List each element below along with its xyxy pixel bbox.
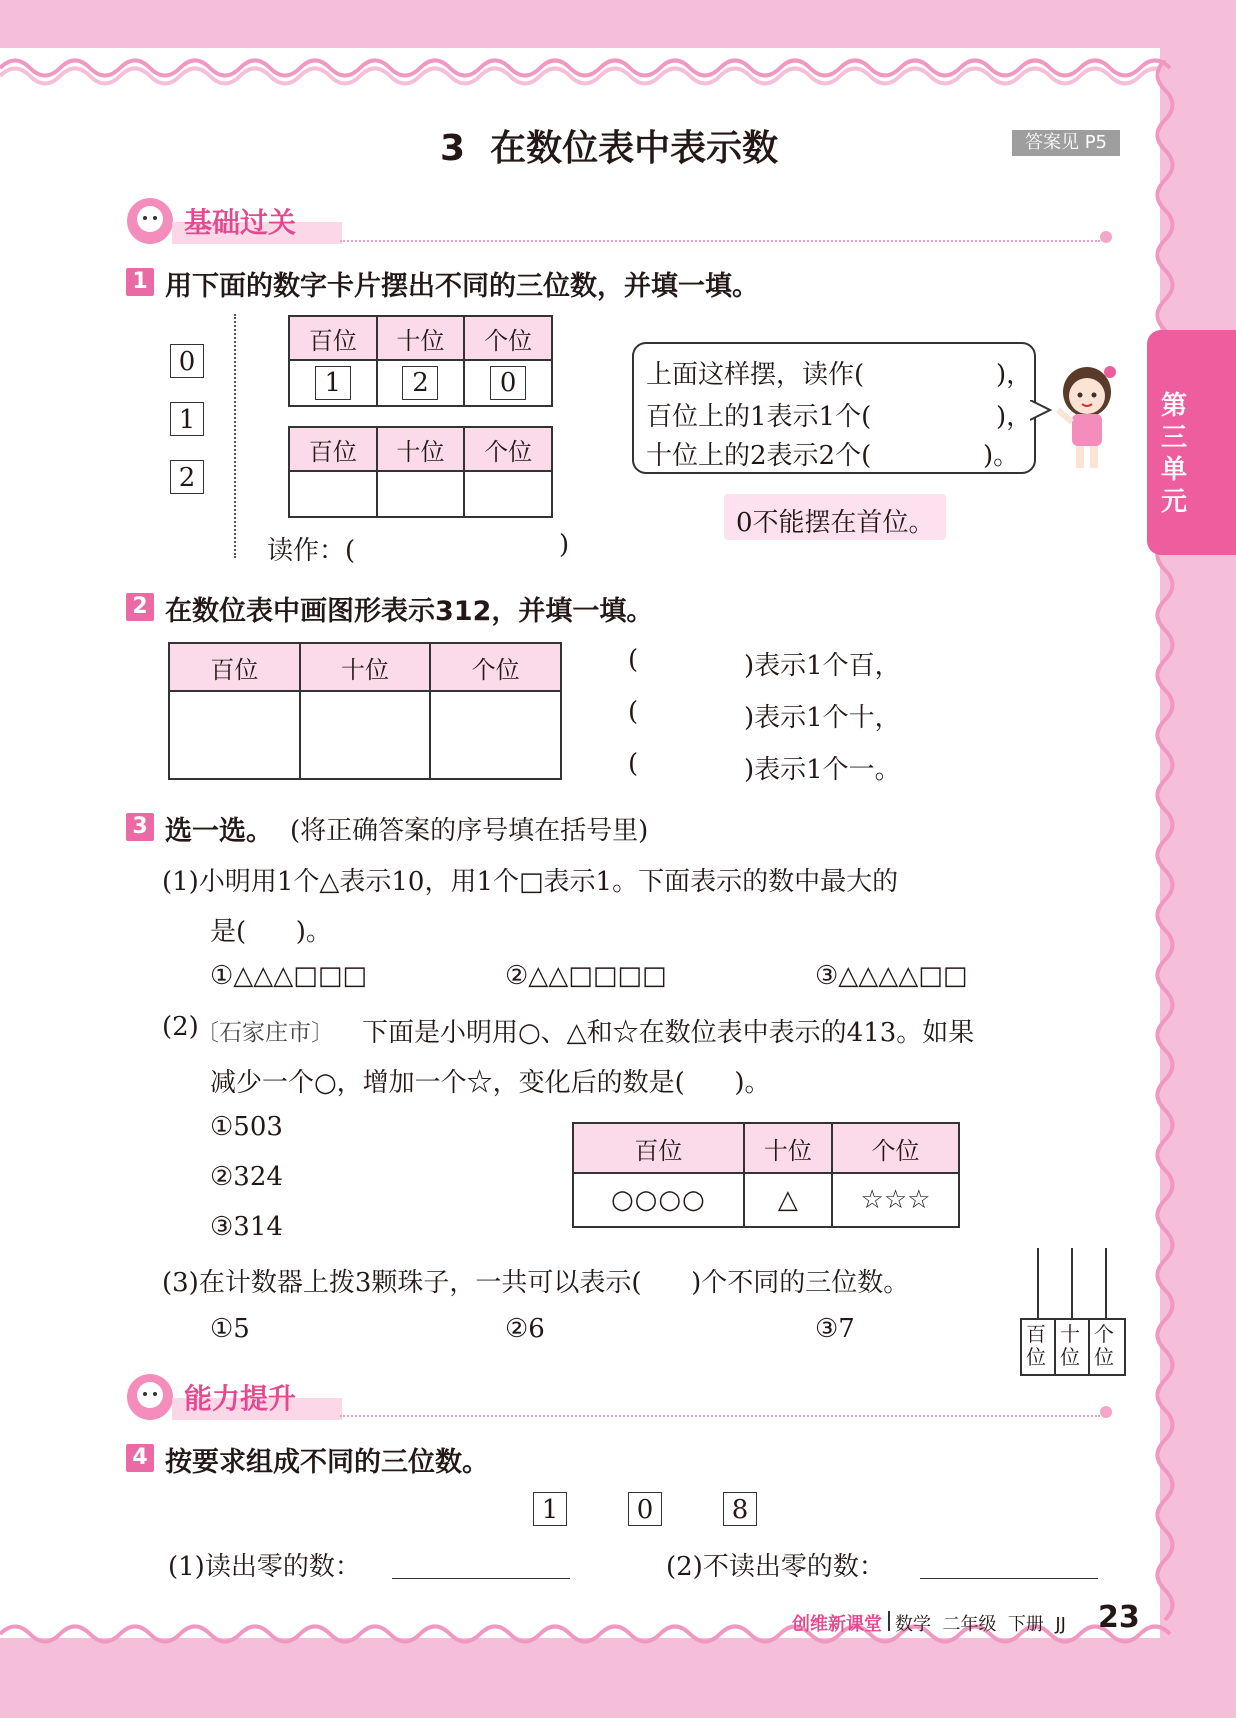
- footer-brand: 创维新课堂: [792, 1614, 882, 1635]
- header-tens: 十位: [300, 643, 431, 691]
- digit-card: 1: [533, 1492, 567, 1526]
- digit-card: 0: [628, 1492, 662, 1526]
- answer-blank[interactable]: [880, 354, 990, 384]
- answer-cell[interactable]: [289, 471, 377, 517]
- digit-card: 1: [170, 402, 204, 436]
- bubble-line-1-end: )，: [996, 360, 1033, 390]
- triangle-cell: △: [744, 1173, 832, 1227]
- drawing-cell[interactable]: [300, 691, 431, 779]
- answer-blank[interactable]: [370, 530, 550, 562]
- abacus-rod: [1105, 1248, 1107, 1318]
- read-as-close: ): [559, 530, 570, 560]
- bubble-line-3-end: )。: [983, 441, 1020, 471]
- question-text: 选一选。: [165, 816, 273, 847]
- page-title: 3 在数位表中表示数: [440, 128, 779, 169]
- answer-reference-badge: 答案见 P5: [1012, 130, 1120, 156]
- q3-part2-prefix: (2): [162, 1012, 199, 1042]
- header-hundreds: 百位: [289, 427, 377, 471]
- question-text: 在数位表中画图形表示312，并填一填。: [165, 596, 654, 627]
- answer-blank[interactable]: [650, 697, 740, 729]
- source-tag: 〔石家庄市〕: [196, 1020, 334, 1046]
- option-1[interactable]: ①503: [210, 1112, 283, 1142]
- cell-tens: [377, 360, 465, 406]
- header-ones: 个位: [464, 427, 552, 471]
- q3-part1-line2: 是( )。: [210, 917, 332, 947]
- answer-blank[interactable]: [910, 396, 990, 426]
- digit-card: 2: [170, 460, 204, 494]
- question-number: 1: [126, 268, 154, 296]
- q4-part1-label: (1)读出零的数：: [168, 1552, 361, 1582]
- option-3[interactable]: ③314: [210, 1212, 283, 1242]
- header-hundreds: 百位: [573, 1123, 744, 1173]
- header-tens: 十位: [377, 427, 465, 471]
- header-ones: 个位: [832, 1123, 959, 1173]
- option-1[interactable]: ①△△△□□□: [210, 961, 367, 991]
- abacus-label-ones: 个位: [1094, 1322, 1114, 1369]
- digit-card: 1: [315, 366, 351, 400]
- divider-dot-icon: [1100, 231, 1112, 243]
- mascot-icon: [124, 196, 176, 246]
- line-tens-text: )表示1个十，: [744, 703, 901, 733]
- divider-dot-icon: [1100, 1406, 1112, 1418]
- abacus-label-hundreds: 百位: [1026, 1322, 1046, 1369]
- q3-part3-line: (3)在计数器上拨3颗珠子，一共可以表示( )个不同的三位数。: [162, 1268, 910, 1298]
- place-value-table-filled: [288, 315, 553, 407]
- line-hundreds-text: )表示1个百，: [744, 651, 901, 681]
- question-number: 3: [126, 813, 154, 841]
- section-title-advance: 能力提升: [184, 1382, 297, 1415]
- section-title-basic: 基础过关: [184, 206, 297, 239]
- header-hundreds: 百位: [169, 643, 300, 691]
- footer-info: 数学 二年级 下册 JJ: [895, 1614, 1066, 1635]
- header-ones: 个位: [464, 316, 552, 360]
- blank-open: (: [628, 697, 639, 727]
- abacus-sep: [1088, 1318, 1090, 1374]
- drawing-cell[interactable]: [430, 691, 561, 779]
- blank-open: (: [628, 749, 639, 779]
- bubble-line-2: 百位上的1表示1个(: [646, 402, 872, 432]
- speech-bubble-tail: [1030, 400, 1052, 422]
- digit-card: 2: [402, 366, 438, 400]
- mascot-icon: [124, 1372, 176, 1422]
- answer-cell[interactable]: [464, 471, 552, 517]
- unit-side-tab-label: 第三单元: [1160, 391, 1187, 517]
- question-text: 用下面的数字卡片摆出不同的三位数，并填一填。: [165, 271, 759, 302]
- place-value-table-413: [572, 1122, 960, 1228]
- abacus-rod: [1071, 1248, 1073, 1318]
- answer-blank[interactable]: [900, 435, 980, 465]
- question-note: (将正确答案的序号填在括号里): [290, 816, 649, 846]
- bubble-line-2-end: )，: [996, 402, 1033, 432]
- answer-blank[interactable]: [650, 749, 740, 781]
- header-tens: 十位: [744, 1123, 832, 1173]
- footer-divider: [888, 1611, 890, 1631]
- q4-part2-label: (2)不读出零的数：: [666, 1552, 885, 1582]
- abacus-rod: [1037, 1248, 1039, 1318]
- page-number: 23: [1098, 1600, 1140, 1635]
- header-hundreds: 百位: [289, 316, 377, 360]
- cell-ones: [464, 360, 552, 406]
- q3-part1-line1: (1)小明用1个△表示10，用1个□表示1。下面表示的数中最大的: [162, 867, 899, 897]
- answer-line[interactable]: [920, 1578, 1098, 1579]
- q3-part2-line2: 减少一个○，增加一个☆，变化后的数是( )。: [210, 1068, 771, 1098]
- header-ones: 个位: [430, 643, 561, 691]
- question-number: 2: [126, 593, 154, 621]
- wavy-border-top: [0, 48, 1236, 88]
- read-as-label: 读作：(: [267, 536, 356, 566]
- digit-card: 0: [490, 366, 526, 400]
- option-2[interactable]: ②6: [505, 1314, 545, 1344]
- bubble-line-3: 十位上的2表示2个(: [646, 441, 872, 471]
- answer-cell[interactable]: [377, 471, 465, 517]
- answer-blank[interactable]: [650, 645, 740, 677]
- answer-line[interactable]: [392, 1578, 570, 1579]
- question-text: 按要求组成不同的三位数。: [165, 1447, 489, 1478]
- bubble-line-1: 上面这样摆，读作(: [646, 360, 865, 390]
- place-value-table-blank[interactable]: [288, 426, 553, 518]
- option-3[interactable]: ③7: [815, 1314, 855, 1344]
- drawing-cell[interactable]: [169, 691, 300, 779]
- option-3[interactable]: ③△△△△□□: [815, 961, 968, 991]
- option-2[interactable]: ②324: [210, 1162, 283, 1192]
- unit-side-tab: [1147, 330, 1236, 555]
- digit-card: 0: [170, 344, 204, 378]
- blank-open: (: [628, 645, 639, 675]
- header-tens: 十位: [377, 316, 465, 360]
- abacus-sep: [1054, 1318, 1056, 1374]
- digit-card: 8: [723, 1492, 757, 1526]
- section-divider-basic: [340, 240, 1100, 242]
- tip-text: 0不能摆在首位。: [736, 508, 935, 538]
- girl-illustration-icon: [1052, 362, 1122, 472]
- section-divider-advance: [340, 1415, 1100, 1417]
- line-ones-text: )表示1个一。: [744, 755, 901, 785]
- dashed-divider: [234, 314, 236, 558]
- question-number: 4: [126, 1444, 154, 1472]
- place-value-table-312[interactable]: [168, 642, 562, 780]
- q3-part2-line1: 下面是小明用○、△和☆在数位表中表示的413。如果: [362, 1018, 975, 1048]
- abacus-label-tens: 十位: [1060, 1322, 1080, 1369]
- circles-cell: ○○○○: [573, 1173, 744, 1227]
- option-1[interactable]: ①5: [210, 1314, 250, 1344]
- cell-hundreds: [289, 360, 377, 406]
- wavy-border-right: [1150, 60, 1180, 1640]
- stars-cell: ☆☆☆: [832, 1173, 959, 1227]
- option-2[interactable]: ②△△□□□□: [505, 961, 667, 991]
